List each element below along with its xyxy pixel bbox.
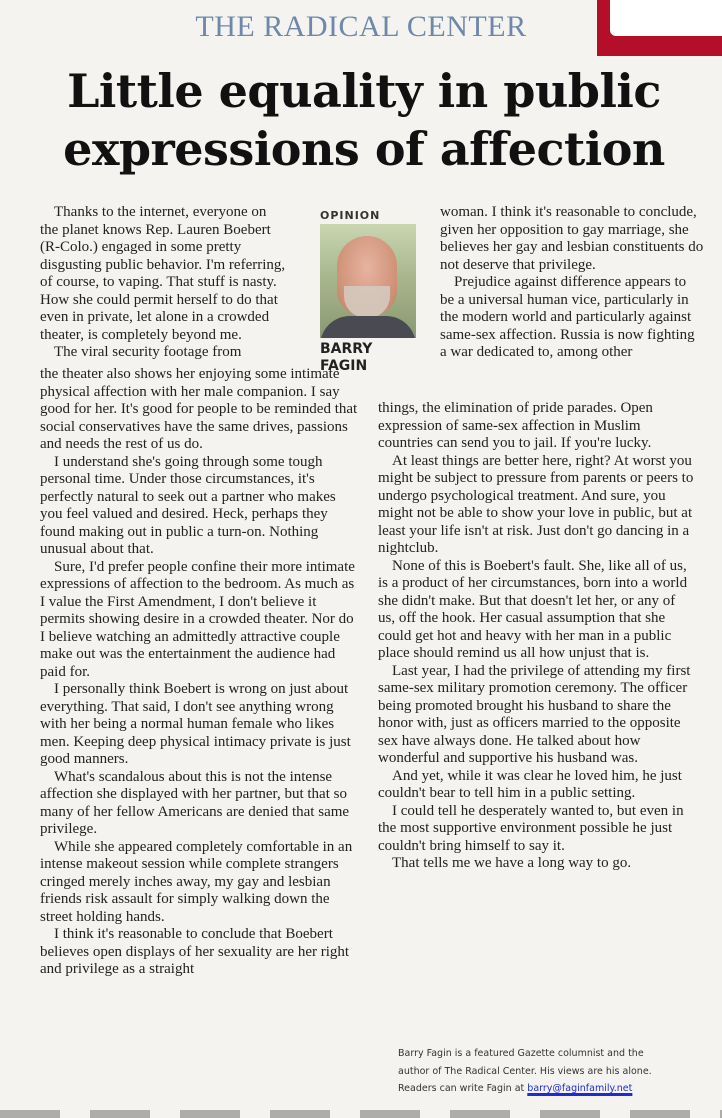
next-headline-cutoff — [0, 1110, 722, 1118]
section-title: THE RADICAL CENTER — [195, 10, 527, 43]
column-left-bottom — [40, 366, 358, 979]
paragraph: things, the elimination of pride parades. Open expression of same-sex affection in Muslim countries can send you to jail. If you're lucky. — [378, 400, 653, 451]
column-left-top — [40, 204, 288, 362]
photo-shirt — [320, 316, 416, 338]
bio-line: author of The Radical Center. His views are his alone. — [398, 1065, 652, 1077]
paragraph: woman. I think it's reasonable to conclude, given her opposition to gay marriage, she believes her gay and lesbian constituents do not deserve that privilege. — [440, 204, 704, 273]
author-first-name: BARRY — [320, 341, 373, 357]
paragraph: And yet, while it was clear he loved him, he just couldn't bear to tell him in a public setting. — [378, 767, 682, 801]
paragraph: What's scandalous about this is not the intense affection she displayed with her partner, but that so many of her fellow Americans are denied that same privilege. — [40, 768, 350, 837]
paragraph: Thanks to the internet, everyone on the planet knows Rep. Lauren Boebert (R-Colo.) engaged in some pretty disgusting public behavior. I'm referring, of course, to vaping. That stuff is nasty. How she could permit herself to do that even in private, let alone in a crowded theater, is completely beyond me. — [40, 204, 286, 343]
opinion-label: OPINION — [320, 209, 381, 222]
paragraph: At least things are better here, right? At worst you might be subject to pressure from parents or peers to undergo psychological treatment. And sure, you might not be able to show your love in public, but at least your life isn't at risk. Just don't go dancing in a nightclub. — [378, 452, 694, 556]
bio-line: Barry Fagin is a featured Gazette columnist and the — [398, 1048, 644, 1059]
headline: Little equality in public expressions of affection — [63, 64, 665, 176]
paragraph: I understand she's going through some tough personal time. Under those circumstances, it's perfectly natural to seek out a partner who makes you feel valued and desired. Heck, perhaps they found making out in public a turn-on. Nothing unusual about that. — [40, 453, 336, 557]
paragraph: Prejudice against difference appears to be a universal human vice, particularly in the modern world and particularly against same-sex affection. Russia is now fighting a war dedicated to, among other — [440, 274, 695, 360]
paragraph: That tells me we have a long way to go. — [392, 855, 632, 871]
column-right-bottom — [378, 400, 696, 873]
paragraph: While she appeared completely comfortable in an intense makeout session while complete strangers cringed merely inches away, my gay and lesbian friends risk assault for simply walking down the street holding hands. — [40, 838, 353, 925]
column-right-top — [440, 204, 704, 362]
paragraph: The viral security footage from — [54, 344, 242, 360]
paragraph: the theater also shows her enjoying some intimate physical affection with her male companion. I say good for her. It's good for people to be reminded that social conservatives have the same drives, passions and needs the rest of us do. — [40, 366, 358, 452]
paragraph: Sure, I'd prefer people confine their more intimate expressions of affection to the bedroom. As much as I value the First Amendment, I don't believe it permits showing desire in a crowded theater. Nor do I believe watching an admittedly attractive couple make out was the entertainment the audience had paid for. — [40, 558, 355, 680]
bio-line — [398, 1080, 698, 1098]
paragraph: None of this is Boebert's fault. She, like all of us, is a product of her circumstances, born into a world she didn't make. But that doesn't let her, or any of us, off the hook. Her casual assumption that she could get hot and heavy with her man in a public place should remind us all how unjust that is. — [378, 557, 688, 661]
author-bio — [398, 1045, 698, 1098]
bio-line-text: Readers can write Fagin at — [398, 1083, 525, 1094]
paragraph: I think it's reasonable to conclude that Boebert believes open displays of her sexuality are her right and privilege as a straight — [40, 926, 350, 977]
author-email-link[interactable]: barry@faginfamily.net — [527, 1083, 633, 1094]
author-photo — [320, 224, 416, 338]
paragraph: I personally think Boebert is wrong on just about everything. That said, I don't see anything wrong with her being a normal human female who likes men. Keeping deep physical intimacy private is just good manners. — [40, 681, 351, 767]
paragraph: I could tell he desperately wanted to, but even in the most supportive environment possible he just couldn't bring himself to say it. — [378, 802, 684, 854]
author-last-name: FAGIN — [320, 358, 368, 374]
paragraph: Last year, I had the privilege of attending my first same-sex military promotion ceremony. The officer being promoted brought his husband to share the honor with, just as officers married to the opposite sex have always done. He talked about how wonderful and supportive his husband was. — [378, 662, 691, 766]
